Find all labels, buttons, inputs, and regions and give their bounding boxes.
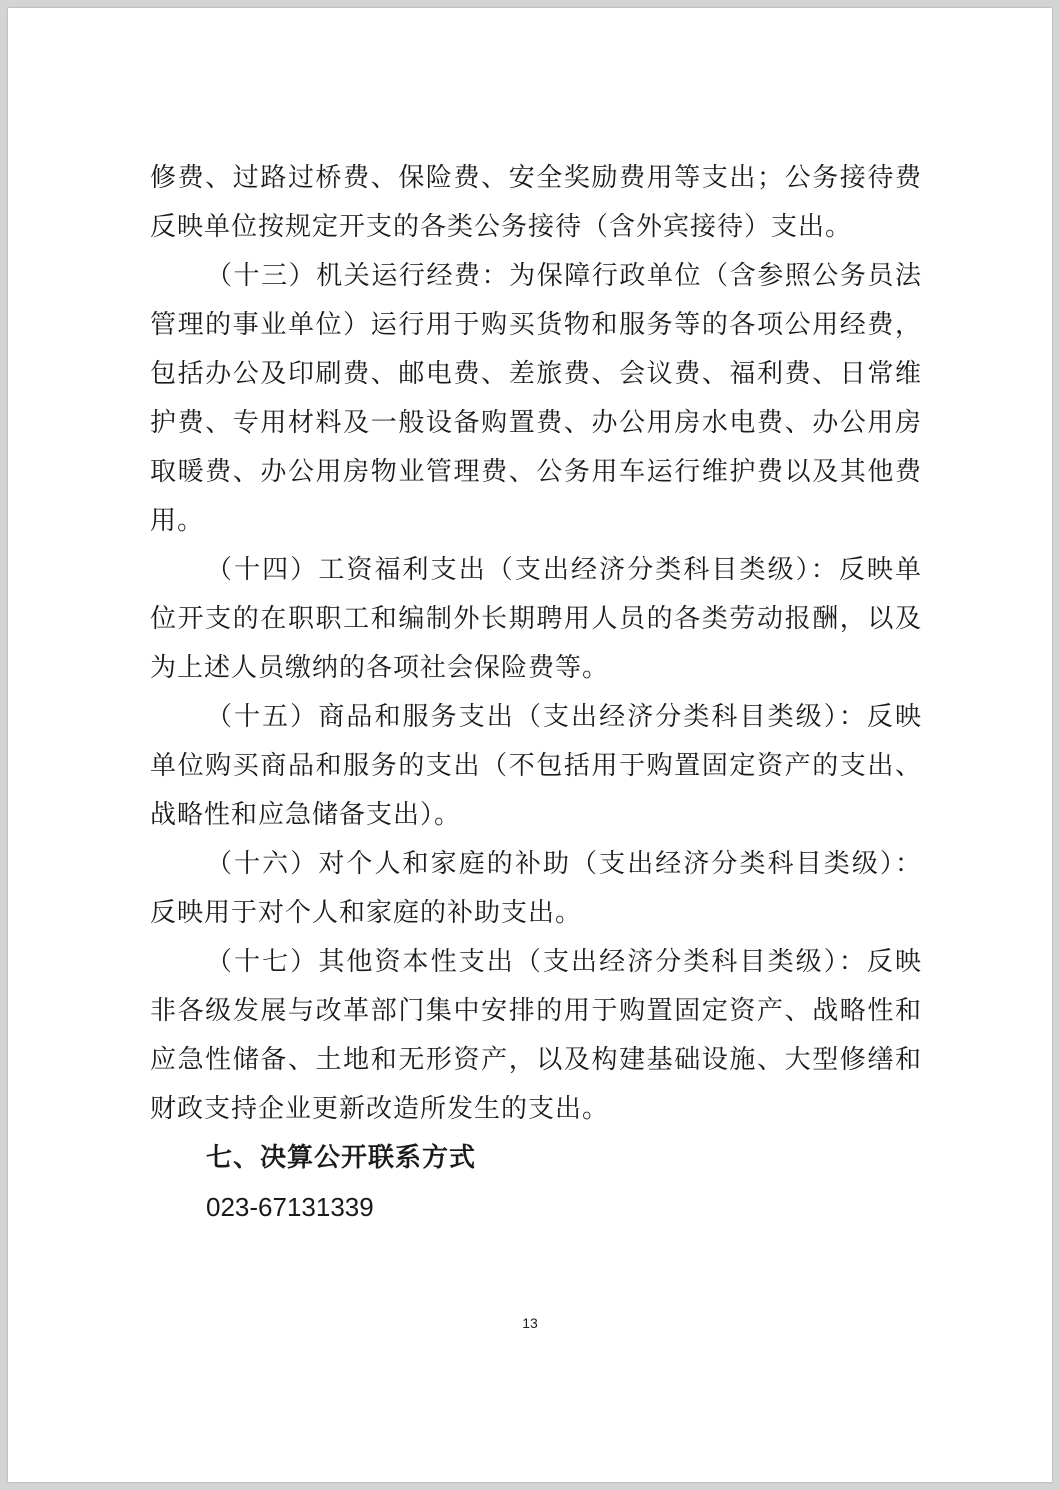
- paragraph-line: 位开支的在职职工和编制外长期聘用人员的各类劳动报酬，以及: [150, 604, 922, 634]
- paragraph-line: 战略性和应急储备支出）。: [150, 800, 462, 830]
- paragraph-line: 为上述人员缴纳的各项社会保险费等。: [150, 653, 610, 683]
- paragraph-line: 反映单位按规定开支的各类公务接待（含外宾接待）支出。: [150, 212, 853, 242]
- paragraph-line: （十五）商品和服务支出（支出经济分类科目类级）：反映: [206, 702, 922, 732]
- section-heading: 七、决算公开联系方式: [206, 1143, 477, 1173]
- paragraph-line: （十三）机关运行经费：为保障行政单位（含参照公务员法: [206, 261, 922, 291]
- paragraph-line: 反映用于对个人和家庭的补助支出。: [150, 898, 583, 928]
- paragraph-line: 用。: [150, 506, 205, 536]
- paragraph-line: 管理的事业单位）运行用于购买货物和服务等的各项公用经费，: [150, 310, 922, 340]
- paragraph-line: 非各级发展与改革部门集中安排的用于购置固定资产、战略性和: [150, 996, 922, 1026]
- paragraph-line: 包括办公及印刷费、邮电费、差旅费、会议费、福利费、日常维: [150, 359, 922, 389]
- paragraph-line: 单位购买商品和服务的支出（不包括用于购置固定资产的支出、: [150, 751, 922, 781]
- paragraph-line: 取暖费、办公用房物业管理费、公务用车运行维护费以及其他费: [150, 457, 922, 487]
- contact-phone: 023-67131339: [206, 1192, 374, 1222]
- paragraph-line: 应急性储备、土地和无形资产，以及构建基础设施、大型修缮和: [150, 1045, 922, 1075]
- paragraph-line: 修费、过路过桥费、保险费、安全奖励费用等支出；公务接待费: [150, 163, 922, 193]
- paragraph-line: 财政支持企业更新改造所发生的支出。: [150, 1094, 610, 1124]
- paragraph-line: （十六）对个人和家庭的补助（支出经济分类科目类级）：: [206, 849, 922, 879]
- paragraph-line: （十四）工资福利支出（支出经济分类科目类级）：反映单: [206, 555, 922, 585]
- paragraph-line: （十七）其他资本性支出（支出经济分类科目类级）：反映: [206, 947, 922, 977]
- page-number: 13: [522, 1315, 538, 1331]
- paragraph-line: 护费、专用材料及一般设备购置费、办公用房水电费、办公用房: [150, 408, 922, 438]
- document-body: [150, 154, 922, 1232]
